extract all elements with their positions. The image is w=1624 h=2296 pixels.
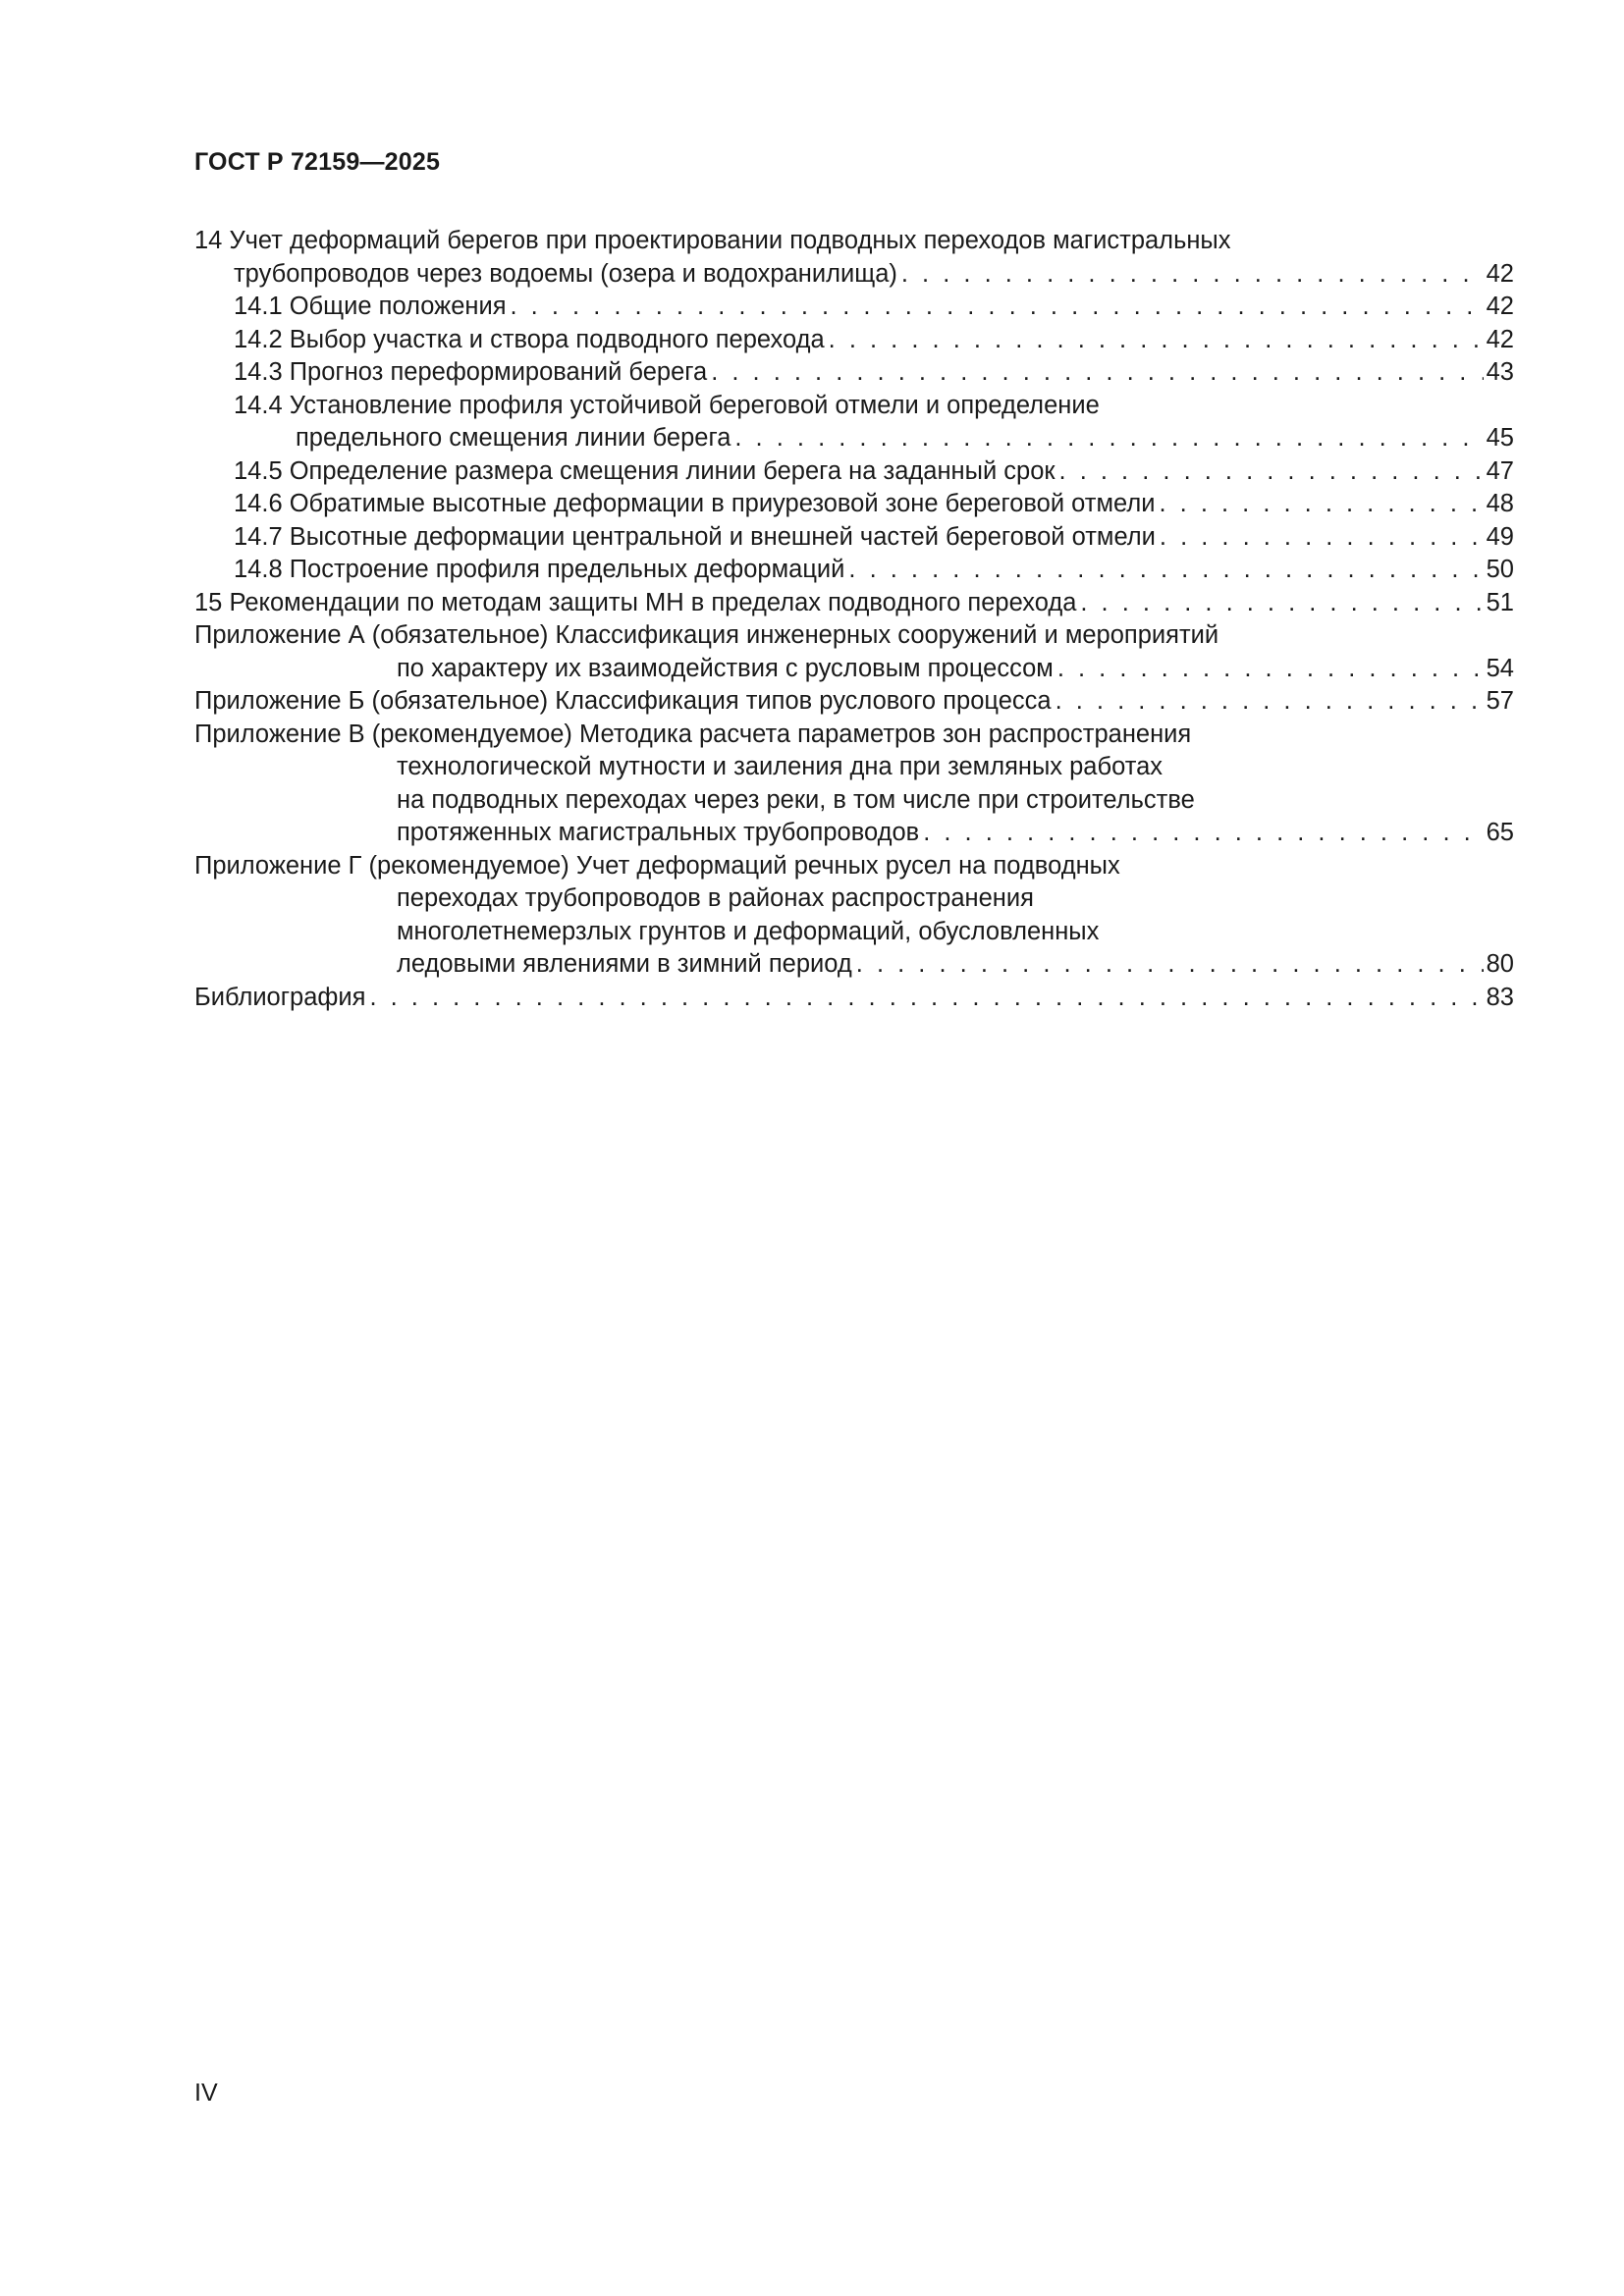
toc-entry-14-8[interactable] xyxy=(194,554,1514,587)
dot-leader xyxy=(829,324,1484,357)
toc-page: 43 xyxy=(1486,358,1514,386)
toc-entry-appendix-v-cont[interactable] xyxy=(194,817,1514,850)
dot-leader xyxy=(711,356,1483,390)
toc-text: 14.2 Выбор участка и створа подводного перехода xyxy=(234,325,825,353)
toc-page: 42 xyxy=(1486,259,1514,288)
page-number: IV xyxy=(194,2079,218,2107)
toc-entry-14-3[interactable] xyxy=(194,356,1514,390)
toc-page: 80 xyxy=(1486,950,1514,978)
toc-page: 54 xyxy=(1486,654,1514,682)
toc-entry-appendix-a-cont[interactable] xyxy=(194,653,1514,686)
toc-entry-14-7[interactable] xyxy=(194,521,1514,555)
dot-leader xyxy=(1159,488,1483,521)
toc-text: 14 Учет деформаций берегов при проектировании подводных переходов магистральных xyxy=(194,227,1231,254)
toc-text: технологической мутности и заиления дна при земляных работах xyxy=(397,753,1164,780)
dot-leader xyxy=(856,948,1484,982)
toc-text: Приложение В (рекомендуемое) Методика расчета параметров зон распространения xyxy=(194,720,1192,748)
toc-text: 14.4 Установление профиля устойчивой береговой отмели и определение xyxy=(234,391,1100,419)
toc-text: по характеру их взаимодействия с русловым процессом xyxy=(397,654,1054,682)
toc-entry-appendix-v-cont[interactable] xyxy=(194,784,1514,818)
dot-leader xyxy=(901,258,1484,292)
toc-text: 14.3 Прогноз переформирований берега xyxy=(234,358,708,386)
toc-text: переходах трубопроводов в районах распространения xyxy=(397,884,1034,912)
dot-leader xyxy=(734,422,1483,455)
dot-leader xyxy=(511,291,1484,324)
toc-entry-14-4[interactable] xyxy=(194,390,1514,423)
toc-entry-14-5[interactable] xyxy=(194,455,1514,489)
toc-text: протяженных магистральных трубопроводов xyxy=(397,819,920,846)
toc-entry-appendix-g[interactable] xyxy=(194,850,1514,883)
toc-entry-14-4-cont[interactable] xyxy=(194,422,1514,455)
toc-page: 83 xyxy=(1486,983,1514,1011)
toc-entry-appendix-g-cont[interactable] xyxy=(194,948,1514,982)
toc-entry-14-6[interactable] xyxy=(194,488,1514,521)
toc-page: 51 xyxy=(1486,588,1514,616)
toc-text: 14.1 Общие положения xyxy=(234,293,507,320)
toc-text: 14.5 Определение размера смещения линии берега на заданный срок xyxy=(234,456,1056,485)
dot-leader xyxy=(1056,685,1484,719)
toc-page: 65 xyxy=(1486,819,1514,846)
toc-text: на подводных переходах через реки, в том числе при строительстве xyxy=(397,785,1195,814)
toc-text: Приложение Г (рекомендуемое) Учет деформаций речных русел на подводных xyxy=(194,851,1120,880)
toc-entry-14[interactable] xyxy=(194,225,1514,258)
toc-text: Библиография xyxy=(194,983,366,1011)
toc-page: 50 xyxy=(1486,556,1514,583)
toc-text: 14.8 Построение профиля предельных деформаций xyxy=(234,556,845,583)
toc-entry-14-1[interactable] xyxy=(194,291,1514,324)
dot-leader xyxy=(848,554,1483,587)
toc-text: многолетнемерзлых грунтов и деформаций, обусловленных xyxy=(397,917,1100,945)
toc-entry-appendix-g-cont[interactable] xyxy=(194,882,1514,916)
toc-text: ледовыми явлениями в зимний период xyxy=(397,950,852,978)
toc-entry-appendix-g-cont[interactable] xyxy=(194,916,1514,949)
dot-leader xyxy=(1080,587,1483,620)
toc-page: 42 xyxy=(1486,293,1514,320)
toc-text: трубопроводов через водоемы (озера и водохранилища) xyxy=(234,259,897,288)
toc-entry-appendix-a[interactable] xyxy=(194,619,1514,653)
toc-text: 14.6 Обратимые высотные деформации в приурезовой зоне береговой отмели xyxy=(234,490,1156,517)
toc-text: Приложение Б (обязательное) Классификация типов руслового процесса xyxy=(194,687,1052,715)
toc-entry-14-2[interactable] xyxy=(194,324,1514,357)
toc-page: 48 xyxy=(1486,490,1514,517)
dot-leader xyxy=(1059,455,1484,489)
toc-text: 14.7 Высотные деформации центральной и внешней частей береговой отмели xyxy=(234,522,1156,551)
toc-entry-appendix-v[interactable] xyxy=(194,719,1514,752)
toc-page: 47 xyxy=(1486,456,1514,485)
dot-leader xyxy=(1160,521,1484,555)
dot-leader xyxy=(923,817,1483,850)
document-header: ГОСТ Р 72159—2025 xyxy=(194,148,441,176)
toc-entry-15[interactable] xyxy=(194,587,1514,620)
dot-leader xyxy=(369,982,1483,1015)
toc-page: 57 xyxy=(1486,687,1514,715)
table-of-contents xyxy=(194,225,1514,1014)
toc-text: Приложение А (обязательное) Классификация инженерных сооружений и мероприятий xyxy=(194,621,1219,649)
toc-text: предельного смещения линии берега xyxy=(296,424,731,452)
toc-page: 49 xyxy=(1486,522,1514,551)
dot-leader xyxy=(1057,653,1484,686)
toc-entry-appendix-b[interactable] xyxy=(194,685,1514,719)
toc-page: 45 xyxy=(1486,424,1514,452)
toc-entry-bibliography[interactable] xyxy=(194,982,1514,1015)
toc-text: 15 Рекомендации по методам защиты МН в пределах подводного перехода xyxy=(194,588,1077,616)
toc-page: 42 xyxy=(1486,325,1514,353)
toc-entry-14-cont[interactable] xyxy=(194,258,1514,292)
toc-entry-appendix-v-cont[interactable] xyxy=(194,751,1514,784)
